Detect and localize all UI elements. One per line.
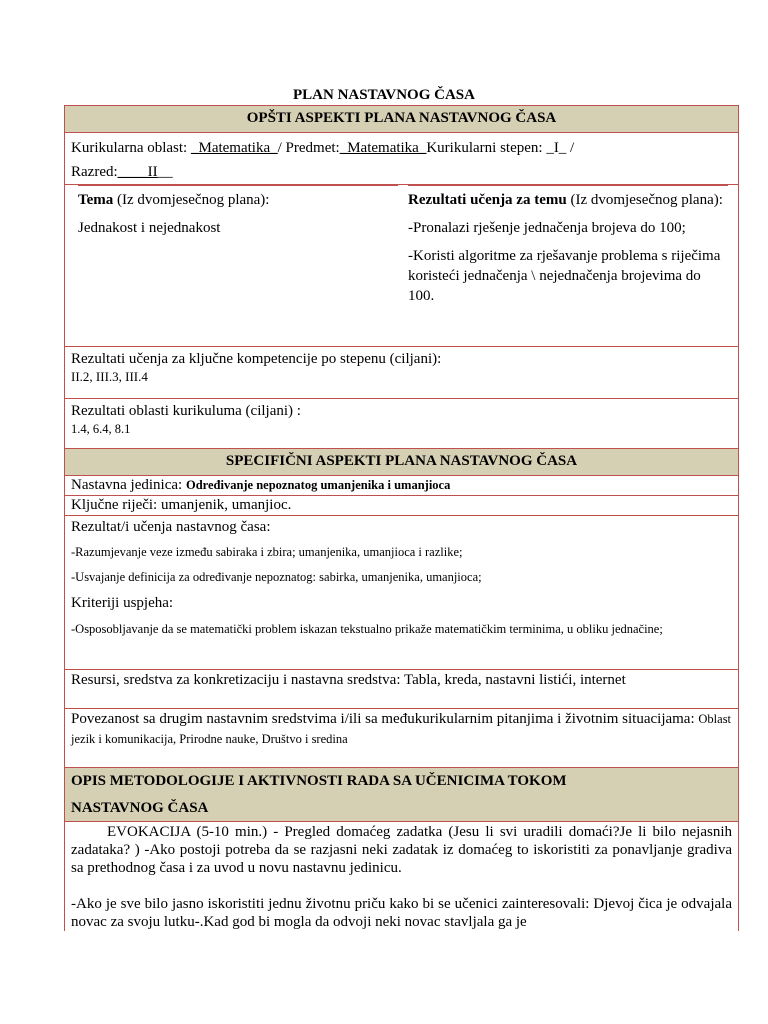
lesson-outcome-item: -Razumjevanje veze između sabiraka i zbira; umanjenika, umanjioca i razlike; <box>71 545 463 559</box>
unit-value: Određivanje nepoznatog umanjenika i umanjioca <box>185 478 451 492</box>
lesson-outcomes-row <box>65 515 738 669</box>
curriculum-outcomes-label: Rezultati oblasti kurikuluma (ciljani) : <box>71 403 301 419</box>
subject-value: _Matematika_ <box>339 140 427 156</box>
links-value: Oblast jezik i komunikacija, Prirodne nauke, Društvo i sredina <box>71 712 732 746</box>
topic-value: Jednakost i nejednakost <box>78 220 221 236</box>
methodology-title-line2: NASTAVNOG ČASA <box>71 800 209 816</box>
section-header-specific <box>65 448 738 475</box>
document-title: PLAN NASTAVNOG ČASA <box>293 87 475 103</box>
section-specific-title: SPECIFIČNI ASPEKTI PLANA NASTAVNOG ČASA <box>225 453 578 469</box>
links-label: Povezanost sa drugim nastavnim sredstvima i/ili sa međukurikularnim pitanjima i životnim situacijama: <box>71 711 699 727</box>
keywords-text: Ključne riječi: umanjenik, umanjioc. <box>71 497 292 513</box>
curriculum-area-value: _Matematika_ <box>190 140 278 156</box>
lesson-outcomes-label: Rezultat/i učenja nastavnog časa: <box>71 519 271 535</box>
topic-cell <box>78 185 398 337</box>
curriculum-level: Kurikularni stepen: _I_ / <box>426 140 575 156</box>
curriculum-outcomes-row <box>65 398 738 448</box>
topic-outcomes-cell <box>408 185 728 337</box>
evocation-paragraph: EVOKACIJA (5-10 min.) - Pregled domaćeg zadatka (Jesu li svi uradili domaći?Je li bilo nejasnih zadataka? ) -Ako postoji potreba da se razjasni neki zadatak iz domaćeg to iskoristiti za ponavljanje gradiva sa prethodnog časa i za uvod u novu nastavnu jedinicu. <box>71 824 732 876</box>
resources-row <box>65 669 738 708</box>
curriculum-row <box>65 132 738 184</box>
grade-value: ____II <box>117 164 158 180</box>
evocation-row <box>65 821 738 931</box>
curriculum-outcomes-value: 1.4, 6.4, 8.1 <box>71 422 131 436</box>
competencies-row <box>65 346 738 398</box>
resources-text: Resursi, sredstva za konkretizaciju i nastavna sredstva: Tabla, kreda, nastavni listići, internet <box>71 672 626 688</box>
topic-outcomes-label-note: (Iz dvomjesečnog plana): <box>566 192 723 208</box>
lesson-outcome-item: -Usvajanje definicija za određivanje nepoznatog: sabirka, umanjenika, umanjioca; <box>71 570 482 584</box>
topic-outcomes-label: Rezultati učenja za temu <box>408 192 567 208</box>
topic-label-note: (Iz dvomjesečnog plana): <box>113 192 270 208</box>
subject-label: / Predmet: <box>277 140 340 156</box>
topic-outcomes-row <box>65 184 738 346</box>
grade-tail: __ <box>157 164 173 180</box>
lesson-plan-table <box>64 105 739 931</box>
unit-row <box>65 475 738 495</box>
links-row <box>65 708 738 767</box>
topic-label: Tema <box>78 192 114 208</box>
evocation-paragraph: -Ako je sve bilo jasno iskoristiti jednu životnu priču kako bi se učenici zainteresovali: Djevoj čica je odvajala novac za svoju lutku-.Kad god bi mogla da odvoji neki novac stavljala ga je <box>71 896 732 930</box>
section-header-general <box>65 105 738 132</box>
topic-outcome-item: -Koristi algoritme za rješavanje problema s riječima koristeći jednačenja \ nejednačenja brojevima do 100. <box>408 248 721 304</box>
keywords-row <box>65 495 738 515</box>
competencies-label: Rezultati učenja za ključne kompetencije po stepenu (ciljani): <box>71 351 442 367</box>
grade-label: Razred: <box>71 164 118 180</box>
success-criteria-text: -Osposobljavanje da se matematički problem iskazan tekstualno prikaže matematičkim terminima, u obliku jednačine; <box>71 622 663 636</box>
methodology-title-line1: OPIS METODOLOGIJE I AKTIVNOSTI RADA SA UČENICIMA TOKOM <box>71 773 567 789</box>
unit-label: Nastavna jedinica: <box>71 477 186 493</box>
success-criteria-label: Kriteriji uspjeha: <box>71 595 174 611</box>
topic-outcome-item: -Pronalazi rješenje jednačenja brojeva do 100; <box>408 220 686 236</box>
section-general-title: OPŠTI ASPEKTI PLANA NASTAVNOG ČASA <box>246 110 557 126</box>
section-header-methodology <box>65 767 738 821</box>
competencies-value: II.2, III.3, III.4 <box>71 369 148 384</box>
curriculum-area-label: Kurikularna oblast: <box>71 140 191 156</box>
